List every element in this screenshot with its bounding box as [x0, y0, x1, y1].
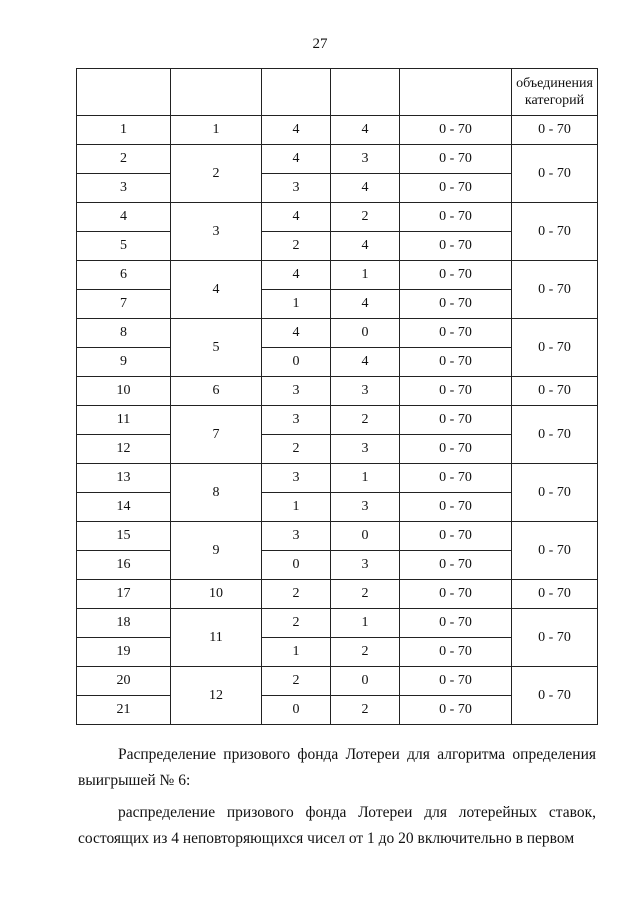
table-cell: 0 - 70: [400, 638, 512, 667]
table-cell: 4: [262, 261, 331, 290]
header-cell-merge-categories: объединения категорий: [512, 69, 598, 116]
table-cell: 2: [331, 696, 400, 725]
table-cell: 5: [171, 319, 262, 377]
table-cell: 0 - 70: [400, 377, 512, 406]
table-cell: 2: [262, 580, 331, 609]
table-cell: 0 - 70: [512, 580, 598, 609]
table-cell: 7: [171, 406, 262, 464]
table-cell: 4: [77, 203, 171, 232]
table-cell: 6: [77, 261, 171, 290]
table-cell: 6: [171, 377, 262, 406]
table-cell: 1: [262, 638, 331, 667]
table-cell: 21: [77, 696, 171, 725]
table-cell: 0 - 70: [512, 203, 598, 261]
table-cell: 1: [262, 290, 331, 319]
page-number: 27: [312, 36, 328, 52]
table-cell: 4: [262, 145, 331, 174]
table-row: [77, 667, 598, 696]
table-cell: 16: [77, 551, 171, 580]
table-cell: 3: [331, 551, 400, 580]
table-cell: 1: [262, 493, 331, 522]
table-cell: 3: [262, 522, 331, 551]
table-cell: 0 - 70: [400, 435, 512, 464]
table-cell: 0 - 70: [400, 493, 512, 522]
header-cell: [171, 69, 262, 116]
table-cell: 17: [77, 580, 171, 609]
table-cell: 0 - 70: [400, 522, 512, 551]
table-cell: 1: [331, 609, 400, 638]
table-cell: 8: [77, 319, 171, 348]
paragraph: распределение призового фонда Лотереи для лотерейных ставок, состоящих из 4 неповторяющихся чисел от 1 до 20 включительно в первом: [78, 804, 596, 847]
table-cell: 10: [171, 580, 262, 609]
table-cell: 2: [262, 667, 331, 696]
table-cell: 18: [77, 609, 171, 638]
table-cell: 12: [77, 435, 171, 464]
header-cell: [77, 69, 171, 116]
table-cell: 19: [77, 638, 171, 667]
header-cell: [331, 69, 400, 116]
table-row: [77, 377, 598, 406]
header-cell: [262, 69, 331, 116]
paragraph: Распределение призового фонда Лотереи для алгоритма определения выигрышей № 6:: [78, 746, 596, 789]
table-row: [77, 580, 598, 609]
table-cell: 0 - 70: [400, 174, 512, 203]
table-cell: 0 - 70: [512, 261, 598, 319]
table-cell: 0 - 70: [400, 696, 512, 725]
table-row: [77, 319, 598, 348]
table-cell: 0 - 70: [400, 145, 512, 174]
table-cell: 3: [262, 377, 331, 406]
table-cell: 2: [262, 609, 331, 638]
table-cell: 0 - 70: [400, 348, 512, 377]
table-cell: 0: [331, 319, 400, 348]
table-cell: 1: [171, 116, 262, 145]
table-cell: 0: [262, 696, 331, 725]
table-cell: 3: [262, 174, 331, 203]
table-cell: 4: [331, 116, 400, 145]
table-cell: 4: [262, 203, 331, 232]
table-cell: 4: [262, 319, 331, 348]
table-cell: 0 - 70: [512, 319, 598, 377]
table-cell: 3: [331, 493, 400, 522]
table-cell: 0 - 70: [512, 464, 598, 522]
table-cell: 0 - 70: [512, 609, 598, 667]
table-cell: 0 - 70: [400, 116, 512, 145]
table-cell: 0 - 70: [512, 377, 598, 406]
table-cell: 4: [262, 116, 331, 145]
table-cell: 11: [77, 406, 171, 435]
body-text: [78, 742, 596, 852]
table-cell: 0 - 70: [512, 522, 598, 580]
table-cell: 5: [77, 232, 171, 261]
table-cell: 9: [77, 348, 171, 377]
table-cell: 3: [331, 377, 400, 406]
table-cell: 2: [331, 638, 400, 667]
table-cell: 0 - 70: [400, 290, 512, 319]
table-header-row: [77, 69, 598, 116]
table-cell: 8: [171, 464, 262, 522]
table-cell: 0: [331, 522, 400, 551]
table-cell: 4: [331, 348, 400, 377]
table-row: [77, 609, 598, 638]
table-cell: 11: [171, 609, 262, 667]
table-cell: 3: [77, 174, 171, 203]
table-cell: 0 - 70: [400, 203, 512, 232]
table-cell: 3: [331, 145, 400, 174]
table-cell: 4: [171, 261, 262, 319]
table-cell: 1: [331, 464, 400, 493]
table-cell: 0 - 70: [512, 667, 598, 725]
table-cell: 2: [171, 145, 262, 203]
table-cell: 0: [262, 348, 331, 377]
table-row: [77, 261, 598, 290]
table-row: [77, 522, 598, 551]
table-cell: 2: [262, 232, 331, 261]
table-cell: 2: [77, 145, 171, 174]
table-cell: 4: [331, 174, 400, 203]
table-cell: 20: [77, 667, 171, 696]
table-cell: 13: [77, 464, 171, 493]
table-row: [77, 145, 598, 174]
table-cell: 0 - 70: [400, 319, 512, 348]
table-cell: 0: [331, 667, 400, 696]
table-row: [77, 406, 598, 435]
header-cell: [400, 69, 512, 116]
table-cell: 1: [331, 261, 400, 290]
table-cell: 2: [331, 580, 400, 609]
table-cell: 4: [331, 232, 400, 261]
prize-table: [76, 68, 598, 725]
table-cell: 0 - 70: [400, 232, 512, 261]
table-row: [77, 116, 598, 145]
table-cell: 0 - 70: [400, 551, 512, 580]
table-cell: 0 - 70: [512, 406, 598, 464]
table-cell: 0 - 70: [512, 116, 598, 145]
table-cell: 7: [77, 290, 171, 319]
table-cell: 0 - 70: [400, 464, 512, 493]
table-cell: 2: [331, 203, 400, 232]
table-cell: 0 - 70: [400, 667, 512, 696]
table-cell: 2: [262, 435, 331, 464]
table-cell: 10: [77, 377, 171, 406]
table-cell: 3: [331, 435, 400, 464]
table-row: [77, 464, 598, 493]
table-cell: 14: [77, 493, 171, 522]
table-cell: 15: [77, 522, 171, 551]
table-cell: 0 - 70: [400, 261, 512, 290]
table-cell: 12: [171, 667, 262, 725]
table-cell: 2: [331, 406, 400, 435]
table-cell: 3: [262, 406, 331, 435]
table-cell: 1: [77, 116, 171, 145]
table-cell: 0 - 70: [400, 580, 512, 609]
table-cell: 3: [262, 464, 331, 493]
table-cell: 3: [171, 203, 262, 261]
table-cell: 0 - 70: [400, 406, 512, 435]
table-cell: 0: [262, 551, 331, 580]
table-cell: 0 - 70: [512, 145, 598, 203]
table-cell: 4: [331, 290, 400, 319]
table-row: [77, 203, 598, 232]
table-cell: 9: [171, 522, 262, 580]
table-cell: 0 - 70: [400, 609, 512, 638]
